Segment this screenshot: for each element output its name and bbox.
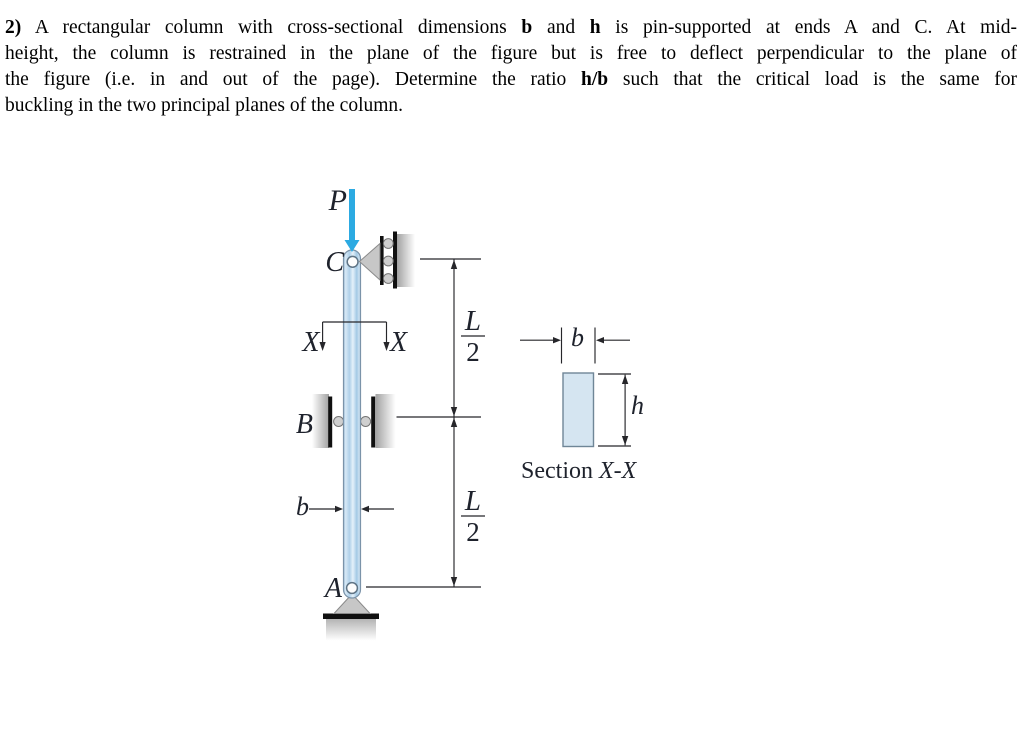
wall-shading: [312, 394, 329, 448]
dim-arrowhead-icon: [451, 260, 457, 269]
problem-text: buckling in the two principal planes of the column.: [5, 95, 404, 116]
joint-c-label: C: [325, 247, 344, 278]
restraint-plate: [328, 397, 332, 448]
roller-icon: [334, 417, 344, 427]
roller-icon: [383, 274, 393, 284]
roller-icon: [383, 256, 393, 266]
dim-arrowhead-icon: [335, 506, 343, 512]
pin-c-icon: [347, 256, 358, 267]
cut-arrowhead-icon: [383, 342, 389, 351]
section-width-label: b: [571, 323, 584, 352]
section-height-label: h: [631, 391, 644, 420]
var-h-bold: h: [589, 17, 601, 38]
dim-arrowhead-icon: [622, 436, 628, 445]
pin-a-icon: [347, 583, 358, 594]
section-rectangle: [563, 373, 594, 447]
problem-number: 2): [5, 17, 22, 38]
upper-dim-numerator: L: [464, 305, 482, 337]
roller-icon: [383, 239, 393, 249]
ratio-hb-bold: h/b: [581, 69, 609, 90]
section-caption-xx: X-X: [599, 458, 637, 484]
cut-label-left: X: [302, 327, 320, 358]
joint-a-label: A: [324, 573, 342, 604]
joint-b-label: B: [295, 409, 313, 440]
load-arrowhead-icon: [345, 240, 360, 252]
load-label: P: [328, 184, 347, 217]
problem-text: A rectangular column with cross-sectional dimensions: [21, 17, 522, 38]
dim-arrowhead-icon: [622, 375, 628, 384]
dim-arrowhead-icon: [451, 418, 457, 427]
dim-arrowhead-icon: [451, 407, 457, 416]
problem-text: is pin-supported at ends A and C. At mid-: [600, 17, 1018, 38]
lower-dim-numerator: L: [464, 485, 482, 517]
column-member: [344, 250, 361, 598]
dim-arrowhead-icon: [553, 337, 561, 343]
width-b-label: b: [296, 492, 309, 521]
problem-text: and: [532, 17, 590, 38]
upper-dim-denominator: 2: [466, 337, 480, 367]
ground-shading: [326, 619, 376, 641]
section-caption: [521, 458, 638, 484]
wall-shading: [397, 234, 415, 287]
dim-arrowhead-icon: [361, 506, 369, 512]
ground-line: [323, 614, 379, 620]
dim-arrowhead-icon: [596, 337, 604, 343]
cut-arrowhead-icon: [320, 342, 326, 351]
var-b-bold: b: [521, 17, 533, 38]
problem-text: the figure (i.e. in and out of the page). Determine the ratio: [5, 69, 581, 90]
lower-dim-denominator: 2: [466, 517, 480, 547]
section-caption-word: Section: [521, 458, 599, 484]
wall-shading: [376, 394, 396, 448]
restraint-plate: [371, 397, 375, 448]
dim-arrowhead-icon: [451, 577, 457, 586]
roller-icon: [361, 417, 371, 427]
cut-label-right: X: [390, 327, 408, 358]
pin-support-triangle: [360, 244, 381, 281]
problem-text: height, the column is restrained in the plane of the figure but is free to deflect perpendicular to the plane of: [5, 43, 1017, 64]
support-c-roller-wall: [380, 232, 415, 289]
problem-text: such that the critical load is the same for: [608, 69, 1017, 90]
